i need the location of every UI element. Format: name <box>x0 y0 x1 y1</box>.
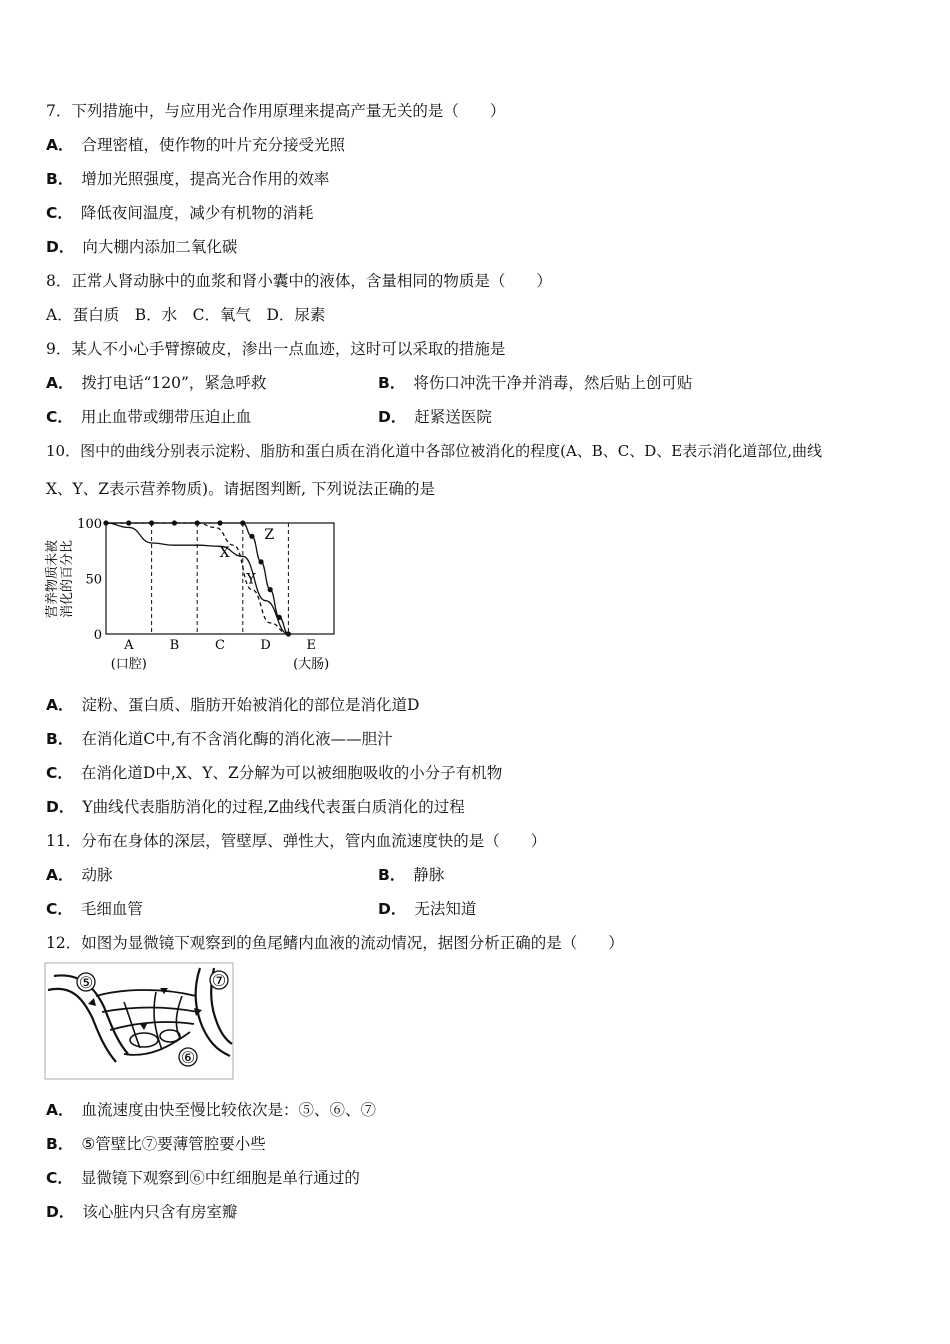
x-category-label: D <box>260 638 271 653</box>
label-6: ⑥ <box>180 1048 196 1067</box>
digestion-chart <box>44 510 364 678</box>
option-key: B． <box>378 374 406 392</box>
x-category-note: (口腔) <box>110 657 147 672</box>
option-text: 静脉 <box>413 866 445 884</box>
option-text: 合理密植，使作物的叶片充分接受光照 <box>81 136 346 154</box>
vessel-5 <box>48 989 116 1062</box>
q11-option-d[interactable] <box>378 899 476 919</box>
q11-option-c[interactable] <box>46 899 143 919</box>
series-z-point <box>217 520 222 525</box>
q10-option-c[interactable] <box>46 763 502 783</box>
x-category-label: E <box>306 638 316 653</box>
q10-option-a[interactable] <box>46 695 419 715</box>
series-z-point <box>103 520 108 525</box>
option-key: D． <box>378 408 407 426</box>
cell-island <box>160 1030 180 1042</box>
q10-stem-line2: X、Y、Z表示营养物质)。请据图判断, 下列说法正确的是 <box>46 480 435 498</box>
q11-stem: 11．分布在身体的深层，管壁厚、弹性大，管内血流速度快的是（ ） <box>46 832 547 850</box>
q12-option-d[interactable] <box>46 1202 237 1222</box>
label-5: ⑤ <box>78 973 94 992</box>
q7-option-c[interactable] <box>46 203 313 223</box>
q9-option-a[interactable] <box>46 373 266 393</box>
option-text: 毛细血管 <box>80 900 143 918</box>
q11-option-b[interactable] <box>378 865 444 885</box>
q9-option-b[interactable] <box>378 373 692 393</box>
q8-options[interactable]: A．蛋白质 B．水 C．氧气 D．尿素 <box>46 306 326 324</box>
q7-stem: 7．下列措施中，与应用光合作用原理来提高产量无关的是（ ） <box>46 102 506 120</box>
blood-flow-figure <box>44 962 236 1082</box>
option-key: A． <box>46 374 74 392</box>
option-text: 在消化道C中,有不含消化酶的消化液——胆汁 <box>81 730 393 748</box>
y-tick-label: 100 <box>77 517 102 532</box>
q12-option-a[interactable] <box>46 1100 376 1120</box>
option-text: Y曲线代表脂肪消化的过程,Z曲线代表蛋白质消化的过程 <box>82 798 465 816</box>
q7-option-a[interactable] <box>46 135 345 155</box>
series-z-point <box>286 631 291 636</box>
option-key: D． <box>46 798 75 816</box>
option-key: B． <box>46 170 74 188</box>
option-key: C． <box>46 764 73 782</box>
y-axis-label: 消化的百分比 <box>60 539 75 618</box>
series-z-point <box>240 520 245 525</box>
q10-stem-line1: 10．图中的曲线分别表示淀粉、脂肪和蛋白质在消化道中各部位被消化的程度(A、B、C、D、E表示消化道部位,曲线 <box>46 442 823 460</box>
q10-option-b[interactable] <box>46 729 393 749</box>
q7-option-b[interactable] <box>46 169 329 189</box>
cell-island <box>130 1033 158 1047</box>
option-text: 用止血带或绷带压迫止血 <box>80 408 252 426</box>
option-key: D． <box>46 238 75 256</box>
option-text: 向大棚内添加二氧化碳 <box>82 238 238 256</box>
capillary-low <box>110 1022 194 1030</box>
series-z-point <box>149 520 154 525</box>
x-category-label: C <box>215 638 225 653</box>
option-text: 赶紧送医院 <box>414 408 492 426</box>
q12-option-c[interactable] <box>46 1168 360 1188</box>
y-axis-label: 营养物质未被 <box>45 539 60 618</box>
option-key: C． <box>46 1169 73 1187</box>
y-tick-label: 50 <box>85 572 102 588</box>
option-key: C． <box>46 408 73 426</box>
x-category-label: A <box>124 638 134 653</box>
series-z-point <box>249 534 254 539</box>
capillary-top <box>96 990 196 996</box>
q10-option-d[interactable] <box>46 797 465 817</box>
option-key: A． <box>46 866 74 884</box>
series-y-label: Y <box>246 571 256 588</box>
q12-option-b[interactable] <box>46 1134 266 1154</box>
option-key: B． <box>46 1135 74 1153</box>
option-text: 将伤口冲洗干净并消毒，然后贴上创可贴 <box>413 374 693 392</box>
figure-frame <box>45 963 233 1079</box>
option-text: 拨打电话“120”，紧急呼救 <box>81 374 267 392</box>
option-text: 显微镜下观察到⑥中红细胞是单行通过的 <box>80 1169 360 1187</box>
plot-frame <box>106 523 334 634</box>
q9-option-c[interactable] <box>46 407 251 427</box>
option-key: A． <box>46 136 74 154</box>
option-text: ⑤管壁比⑦要薄管腔要小些 <box>81 1135 266 1153</box>
option-key: B． <box>46 730 74 748</box>
option-text: 动脉 <box>81 866 113 884</box>
q12-stem: 12．如图为显微镜下观察到的鱼尾鳍内血液的流动情况，据图分析正确的是（ ） <box>46 934 624 952</box>
series-z-point <box>258 559 263 564</box>
option-text: 淀粉、蛋白质、脂肪开始被消化的部位是消化道D <box>81 696 420 714</box>
option-key: A． <box>46 696 74 714</box>
series-z-label: Z <box>264 527 275 544</box>
series-z-point <box>268 587 273 592</box>
q9-option-d[interactable] <box>378 407 492 427</box>
x-category-note: (大肠) <box>293 657 330 672</box>
q8-stem: 8．正常人肾动脉中的血浆和肾小囊中的液体，含量相同的物质是（ ） <box>46 272 552 290</box>
option-text: 血流速度由快至慢比较依次是：⑤、⑥、⑦ <box>81 1101 377 1119</box>
flow-arrow-icon <box>88 998 96 1006</box>
label-7: ⑦ <box>211 971 227 990</box>
series-z-point <box>126 520 131 525</box>
q9-stem: 9．某人不小心手臂擦破皮，渗出一点血迹，这时可以采取的措施是 <box>46 340 506 358</box>
option-key: A． <box>46 1101 74 1119</box>
option-key: C． <box>46 900 73 918</box>
option-key: D． <box>378 900 407 918</box>
option-text: 增加光照强度，提高光合作用的效率 <box>81 170 330 188</box>
option-key: B． <box>378 866 406 884</box>
option-text: 无法知道 <box>414 900 477 918</box>
option-key: C． <box>46 204 73 222</box>
series-x-label: X <box>219 544 230 561</box>
y-tick-label: 0 <box>93 628 102 643</box>
option-text: 降低夜间温度，减少有机物的消耗 <box>80 204 314 222</box>
q7-option-d[interactable] <box>46 237 237 257</box>
series-z-point <box>172 520 177 525</box>
option-text: 在消化道D中,X、Y、Z分解为可以被细胞吸收的小分子有机物 <box>80 764 503 782</box>
x-category-label: B <box>169 638 180 653</box>
option-text: 该心脏内只含有房室瓣 <box>82 1203 238 1221</box>
capillary-mid <box>102 1008 198 1013</box>
series-z-point <box>277 615 282 620</box>
series-z-point <box>195 520 200 525</box>
q11-option-a[interactable] <box>46 865 113 885</box>
option-key: D． <box>46 1203 75 1221</box>
